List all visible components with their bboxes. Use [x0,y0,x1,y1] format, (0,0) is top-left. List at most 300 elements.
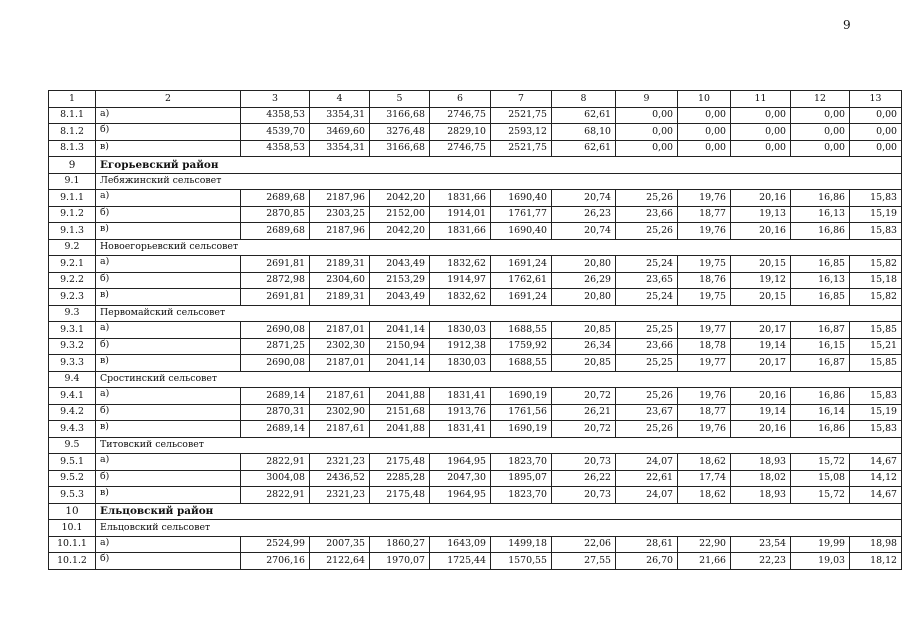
row-code-cell: 9.4 [49,371,96,388]
value-cell: 1499,18 [491,536,552,553]
value-cell: 20,85 [552,355,616,372]
value-cell: 16,86 [791,388,850,405]
value-cell: 0,00 [616,107,678,124]
value-cell: 27,55 [552,553,616,570]
value-cell: 20,16 [731,388,791,405]
value-cell: 2150,94 [370,338,430,355]
variant-cell: а) [96,536,241,553]
value-cell: 2007,35 [310,536,370,553]
row-code-cell: 9.5.1 [49,454,96,471]
table-row [49,388,902,405]
value-cell: 19,76 [678,388,731,405]
value-cell: 0,00 [731,124,791,141]
value-cell: 2593,12 [491,124,552,141]
value-cell: 18,93 [731,487,791,504]
value-cell: 2689,14 [241,388,310,405]
value-cell: 2436,52 [310,470,370,487]
value-cell: 1831,41 [430,421,491,438]
value-cell: 0,00 [731,140,791,157]
value-cell: 1691,24 [491,289,552,306]
value-cell: 62,61 [552,140,616,157]
value-cell: 1759,92 [491,338,552,355]
value-cell: 2175,48 [370,487,430,504]
variant-cell: в) [96,355,241,372]
value-cell: 2042,20 [370,223,430,240]
column-number-cell: 11 [731,91,791,108]
value-cell: 16,86 [791,223,850,240]
value-cell: 2302,90 [310,404,370,421]
table-row [49,470,902,487]
section-row [49,239,902,256]
table-row [49,553,902,570]
value-cell: 23,67 [616,404,678,421]
value-cell: 1830,03 [430,322,491,339]
table-row [49,338,902,355]
value-cell: 25,26 [616,223,678,240]
value-cell: 18,62 [678,454,731,471]
table-row [49,322,902,339]
value-cell: 19,03 [791,553,850,570]
value-cell: 62,61 [552,107,616,124]
row-code-cell: 9.3 [49,305,96,322]
value-cell: 2041,14 [370,322,430,339]
value-cell: 2189,31 [310,256,370,273]
row-code-cell: 9.2.3 [49,289,96,306]
value-cell: 19,75 [678,256,731,273]
value-cell: 20,74 [552,190,616,207]
value-cell: 2690,08 [241,322,310,339]
header-row [49,91,902,108]
value-cell: 20,72 [552,421,616,438]
value-cell: 2303,25 [310,206,370,223]
variant-cell: в) [96,289,241,306]
value-cell: 2187,96 [310,190,370,207]
value-cell: 2690,08 [241,355,310,372]
value-cell: 15,83 [850,388,902,405]
value-cell: 2321,23 [310,487,370,504]
value-cell: 2746,75 [430,140,491,157]
column-number-cell: 10 [678,91,731,108]
value-cell: 2870,31 [241,404,310,421]
value-cell: 1690,40 [491,223,552,240]
value-cell: 16,15 [791,338,850,355]
column-number-cell: 8 [552,91,616,108]
value-cell: 18,12 [850,553,902,570]
table-row [49,355,902,372]
value-cell: 25,26 [616,421,678,438]
value-cell: 15,82 [850,256,902,273]
value-cell: 19,13 [731,206,791,223]
value-cell: 0,00 [791,124,850,141]
variant-cell: б) [96,272,241,289]
value-cell: 1761,56 [491,404,552,421]
value-cell: 1913,76 [430,404,491,421]
value-cell: 2521,75 [491,140,552,157]
value-cell: 20,17 [731,355,791,372]
value-cell: 20,16 [731,190,791,207]
value-cell: 3276,48 [370,124,430,141]
value-cell: 2122,64 [310,553,370,570]
value-cell: 20,80 [552,289,616,306]
value-cell: 20,15 [731,256,791,273]
value-cell: 22,90 [678,536,731,553]
value-cell: 2187,61 [310,388,370,405]
value-cell: 2175,48 [370,454,430,471]
value-cell: 0,00 [850,107,902,124]
value-cell: 2151,68 [370,404,430,421]
variant-cell: б) [96,206,241,223]
value-cell: 19,77 [678,355,731,372]
variant-cell: б) [96,470,241,487]
value-cell: 16,85 [791,256,850,273]
value-cell: 2829,10 [430,124,491,141]
value-cell: 1895,07 [491,470,552,487]
value-cell: 25,26 [616,388,678,405]
table-row [49,454,902,471]
table-row [49,190,902,207]
value-cell: 24,07 [616,487,678,504]
value-cell: 15,83 [850,421,902,438]
value-cell: 1964,95 [430,454,491,471]
value-cell: 1964,95 [430,487,491,504]
value-cell: 1762,61 [491,272,552,289]
value-cell: 15,19 [850,206,902,223]
value-cell: 25,24 [616,256,678,273]
row-code-cell: 10.1.2 [49,553,96,570]
variant-cell: в) [96,421,241,438]
column-number-cell: 4 [310,91,370,108]
value-cell: 23,54 [731,536,791,553]
value-cell: 1761,77 [491,206,552,223]
value-cell: 3354,31 [310,140,370,157]
value-cell: 14,67 [850,487,902,504]
value-cell: 22,61 [616,470,678,487]
value-cell: 19,12 [731,272,791,289]
row-code-cell: 9.1.2 [49,206,96,223]
value-cell: 23,66 [616,206,678,223]
value-cell: 2152,00 [370,206,430,223]
value-cell: 24,07 [616,454,678,471]
value-cell: 20,72 [552,388,616,405]
variant-cell: в) [96,487,241,504]
value-cell: 20,15 [731,289,791,306]
section-row [49,305,902,322]
tariff-table [48,90,902,570]
value-cell: 2304,60 [310,272,370,289]
table-row [49,140,902,157]
section-name-cell: Ельцовский сельсовет [96,520,902,537]
value-cell: 0,00 [731,107,791,124]
section-row [49,371,902,388]
value-cell: 2041,88 [370,421,430,438]
district-name-cell: Егорьевский район [96,157,902,174]
value-cell: 18,62 [678,487,731,504]
value-cell: 15,08 [791,470,850,487]
value-cell: 3166,68 [370,107,430,124]
row-code-cell: 9.2.1 [49,256,96,273]
table-row [49,289,902,306]
value-cell: 15,82 [850,289,902,306]
value-cell: 19,14 [731,404,791,421]
value-cell: 20,80 [552,256,616,273]
column-number-cell: 6 [430,91,491,108]
value-cell: 4539,70 [241,124,310,141]
section-row [49,173,902,190]
column-number-cell: 13 [850,91,902,108]
value-cell: 2187,01 [310,322,370,339]
value-cell: 15,18 [850,272,902,289]
value-cell: 22,23 [731,553,791,570]
value-cell: 2187,96 [310,223,370,240]
row-code-cell: 9.4.2 [49,404,96,421]
column-number-cell: 12 [791,91,850,108]
page-number: 9 [843,18,851,32]
value-cell: 16,87 [791,355,850,372]
value-cell: 2153,29 [370,272,430,289]
value-cell: 2871,25 [241,338,310,355]
value-cell: 18,02 [731,470,791,487]
value-cell: 1725,44 [430,553,491,570]
variant-cell: б) [96,404,241,421]
column-number-cell: 1 [49,91,96,108]
value-cell: 2691,81 [241,256,310,273]
table-body [49,91,902,570]
value-cell: 0,00 [616,124,678,141]
value-cell: 2746,75 [430,107,491,124]
value-cell: 2321,23 [310,454,370,471]
row-code-cell: 9.2 [49,239,96,256]
value-cell: 19,99 [791,536,850,553]
value-cell: 19,76 [678,223,731,240]
value-cell: 25,26 [616,190,678,207]
value-cell: 18,78 [678,338,731,355]
variant-cell: а) [96,388,241,405]
value-cell: 20,85 [552,322,616,339]
section-name-cell: Сростинский сельсовет [96,371,902,388]
value-cell: 1823,70 [491,487,552,504]
value-cell: 21,66 [678,553,731,570]
value-cell: 16,13 [791,206,850,223]
value-cell: 4358,53 [241,107,310,124]
variant-cell: б) [96,338,241,355]
value-cell: 18,77 [678,206,731,223]
value-cell: 14,67 [850,454,902,471]
value-cell: 20,17 [731,322,791,339]
value-cell: 20,73 [552,454,616,471]
variant-cell: а) [96,322,241,339]
value-cell: 2041,14 [370,355,430,372]
value-cell: 25,25 [616,355,678,372]
variant-cell: б) [96,553,241,570]
value-cell: 15,72 [791,454,850,471]
value-cell: 3166,68 [370,140,430,157]
column-number-cell: 5 [370,91,430,108]
value-cell: 1690,19 [491,421,552,438]
value-cell: 1860,27 [370,536,430,553]
value-cell: 2689,68 [241,223,310,240]
row-code-cell: 9.3.2 [49,338,96,355]
column-number-cell: 2 [96,91,241,108]
value-cell: 3469,60 [310,124,370,141]
table-row [49,107,902,124]
row-code-cell: 9.2.2 [49,272,96,289]
table-row [49,404,902,421]
value-cell: 1643,09 [430,536,491,553]
value-cell: 1914,97 [430,272,491,289]
value-cell: 2043,49 [370,256,430,273]
value-cell: 0,00 [850,140,902,157]
value-cell: 1970,07 [370,553,430,570]
value-cell: 1691,24 [491,256,552,273]
value-cell: 1831,41 [430,388,491,405]
value-cell: 15,85 [850,355,902,372]
value-cell: 15,21 [850,338,902,355]
district-row [49,503,902,520]
value-cell: 19,76 [678,190,731,207]
value-cell: 2870,85 [241,206,310,223]
value-cell: 0,00 [850,124,902,141]
value-cell: 2691,81 [241,289,310,306]
value-cell: 0,00 [616,140,678,157]
value-cell: 2043,49 [370,289,430,306]
value-cell: 1830,03 [430,355,491,372]
value-cell: 2706,16 [241,553,310,570]
value-cell: 16,87 [791,322,850,339]
value-cell: 68,10 [552,124,616,141]
row-code-cell: 9.1 [49,173,96,190]
value-cell: 20,16 [731,421,791,438]
value-cell: 15,83 [850,190,902,207]
row-code-cell: 10.1.1 [49,536,96,553]
section-name-cell: Новоегорьевский сельсовет [96,239,902,256]
row-code-cell: 8.1.1 [49,107,96,124]
variant-cell: б) [96,124,241,141]
value-cell: 1690,40 [491,190,552,207]
value-cell: 26,29 [552,272,616,289]
variant-cell: а) [96,454,241,471]
value-cell: 23,65 [616,272,678,289]
value-cell: 2285,28 [370,470,430,487]
row-code-cell: 9.1.1 [49,190,96,207]
variant-cell: а) [96,190,241,207]
value-cell: 2187,61 [310,421,370,438]
table-row [49,272,902,289]
value-cell: 28,61 [616,536,678,553]
value-cell: 1912,38 [430,338,491,355]
value-cell: 20,73 [552,487,616,504]
row-code-cell: 9.5.2 [49,470,96,487]
value-cell: 16,86 [791,421,850,438]
value-cell: 2187,01 [310,355,370,372]
row-code-cell: 9.1.3 [49,223,96,240]
value-cell: 1832,62 [430,289,491,306]
variant-cell: в) [96,223,241,240]
section-row [49,437,902,454]
value-cell: 26,21 [552,404,616,421]
row-code-cell: 10.1 [49,520,96,537]
value-cell: 22,06 [552,536,616,553]
value-cell: 2042,20 [370,190,430,207]
row-code-cell: 9.4.1 [49,388,96,405]
value-cell: 18,98 [850,536,902,553]
value-cell: 19,75 [678,289,731,306]
value-cell: 15,19 [850,404,902,421]
value-cell: 1831,66 [430,223,491,240]
value-cell: 0,00 [678,140,731,157]
table-row [49,487,902,504]
district-name-cell: Ельцовский район [96,503,902,520]
variant-cell: а) [96,256,241,273]
row-code-cell: 10 [49,503,96,520]
value-cell: 23,66 [616,338,678,355]
value-cell: 0,00 [791,140,850,157]
value-cell: 3004,08 [241,470,310,487]
value-cell: 1832,62 [430,256,491,273]
value-cell: 16,14 [791,404,850,421]
row-code-cell: 9 [49,157,96,174]
value-cell: 1690,19 [491,388,552,405]
table-row [49,536,902,553]
table-row [49,124,902,141]
value-cell: 1831,66 [430,190,491,207]
value-cell: 2689,14 [241,421,310,438]
value-cell: 2047,30 [430,470,491,487]
value-cell: 16,86 [791,190,850,207]
value-cell: 1688,55 [491,322,552,339]
value-cell: 16,13 [791,272,850,289]
value-cell: 3354,31 [310,107,370,124]
district-row [49,157,902,174]
value-cell: 0,00 [791,107,850,124]
section-name-cell: Лебяжинский сельсовет [96,173,902,190]
value-cell: 2041,88 [370,388,430,405]
value-cell: 25,24 [616,289,678,306]
section-name-cell: Титовский сельсовет [96,437,902,454]
value-cell: 15,83 [850,223,902,240]
value-cell: 25,25 [616,322,678,339]
value-cell: 18,77 [678,404,731,421]
column-number-cell: 7 [491,91,552,108]
value-cell: 26,22 [552,470,616,487]
value-cell: 15,72 [791,487,850,504]
value-cell: 26,23 [552,206,616,223]
row-code-cell: 9.5.3 [49,487,96,504]
value-cell: 15,85 [850,322,902,339]
value-cell: 17,74 [678,470,731,487]
value-cell: 1823,70 [491,454,552,471]
value-cell: 19,77 [678,322,731,339]
table-row [49,206,902,223]
row-code-cell: 8.1.2 [49,124,96,141]
section-name-cell: Первомайский сельсовет [96,305,902,322]
value-cell: 14,12 [850,470,902,487]
value-cell: 0,00 [678,107,731,124]
section-row [49,520,902,537]
table-row [49,223,902,240]
value-cell: 1570,55 [491,553,552,570]
value-cell: 19,76 [678,421,731,438]
value-cell: 1688,55 [491,355,552,372]
value-cell: 2689,68 [241,190,310,207]
row-code-cell: 9.4.3 [49,421,96,438]
value-cell: 1914,01 [430,206,491,223]
value-cell: 18,76 [678,272,731,289]
value-cell: 26,70 [616,553,678,570]
row-code-cell: 9.5 [49,437,96,454]
value-cell: 18,93 [731,454,791,471]
value-cell: 0,00 [678,124,731,141]
value-cell: 2872,98 [241,272,310,289]
